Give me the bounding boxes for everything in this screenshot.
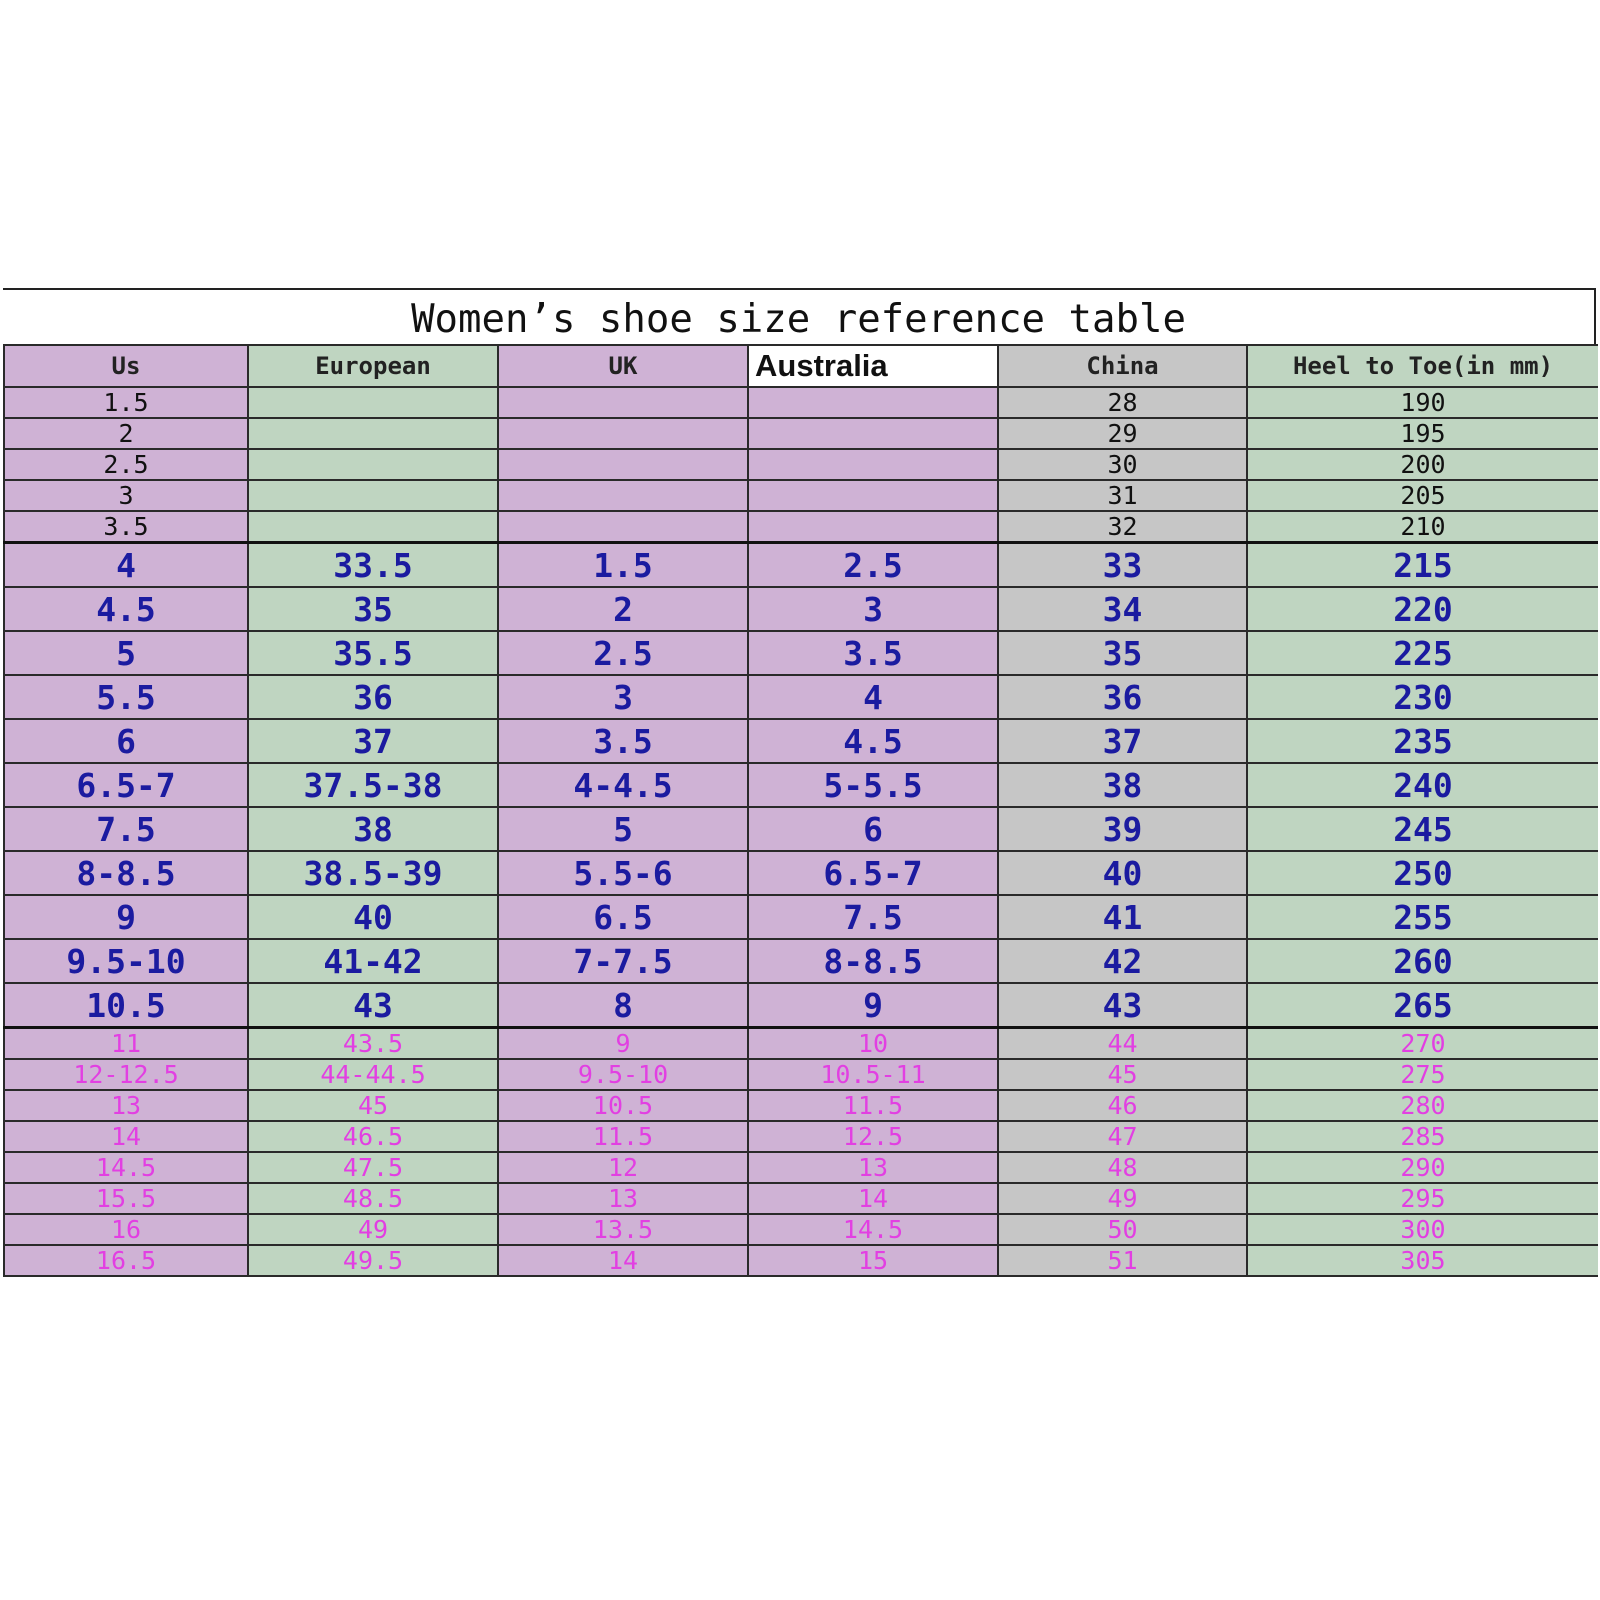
cell-china: 51	[998, 1245, 1247, 1276]
cell-china: 35	[998, 631, 1247, 675]
cell-china: 31	[998, 480, 1247, 511]
cell-us: 5.5	[4, 675, 248, 719]
header-uk: UK	[498, 345, 748, 387]
cell-european: 49	[248, 1214, 498, 1245]
cell-heel-to-toe: 225	[1247, 631, 1598, 675]
large-size-row	[4, 1090, 1598, 1121]
main-size-row	[4, 851, 1598, 895]
cell-uk: 7-7.5	[498, 939, 748, 983]
main-size-row	[4, 543, 1598, 588]
cell-european: 41-42	[248, 939, 498, 983]
cell-us: 8-8.5	[4, 851, 248, 895]
cell-china: 32	[998, 511, 1247, 543]
header-heel-to-toe: Heel to Toe(in mm)	[1247, 345, 1598, 387]
cell-uk: 9	[498, 1028, 748, 1060]
main-size-row	[4, 895, 1598, 939]
small-size-row	[4, 418, 1598, 449]
small-size-row	[4, 387, 1598, 418]
large-size-row	[4, 1028, 1598, 1060]
cell-european	[248, 480, 498, 511]
cell-china: 29	[998, 418, 1247, 449]
cell-us: 3	[4, 480, 248, 511]
cell-uk: 2	[498, 587, 748, 631]
cell-european: 46.5	[248, 1121, 498, 1152]
cell-us: 2.5	[4, 449, 248, 480]
cell-european: 43	[248, 983, 498, 1028]
cell-heel-to-toe: 300	[1247, 1214, 1598, 1245]
main-size-row	[4, 763, 1598, 807]
cell-european: 45	[248, 1090, 498, 1121]
cell-heel-to-toe: 260	[1247, 939, 1598, 983]
cell-european	[248, 449, 498, 480]
cell-australia: 13	[748, 1152, 998, 1183]
cell-china: 42	[998, 939, 1247, 983]
header-australia: Australia	[748, 345, 998, 387]
cell-china: 49	[998, 1183, 1247, 1214]
header-row	[4, 345, 1598, 387]
cell-european: 37	[248, 719, 498, 763]
cell-australia: 14.5	[748, 1214, 998, 1245]
cell-australia: 12.5	[748, 1121, 998, 1152]
cell-us: 14	[4, 1121, 248, 1152]
cell-european: 43.5	[248, 1028, 498, 1060]
cell-heel-to-toe: 210	[1247, 511, 1598, 543]
cell-uk: 6.5	[498, 895, 748, 939]
cell-australia: 3.5	[748, 631, 998, 675]
cell-heel-to-toe: 255	[1247, 895, 1598, 939]
cell-australia	[748, 511, 998, 543]
cell-uk	[498, 418, 748, 449]
cell-european: 44-44.5	[248, 1059, 498, 1090]
cell-australia	[748, 387, 998, 418]
cell-china: 43	[998, 983, 1247, 1028]
cell-uk	[498, 387, 748, 418]
cell-china: 28	[998, 387, 1247, 418]
cell-uk: 12	[498, 1152, 748, 1183]
cell-us: 16	[4, 1214, 248, 1245]
table-header	[4, 345, 1598, 387]
cell-european: 33.5	[248, 543, 498, 588]
cell-australia: 4.5	[748, 719, 998, 763]
cell-australia: 2.5	[748, 543, 998, 588]
cell-australia: 10	[748, 1028, 998, 1060]
cell-uk: 3.5	[498, 719, 748, 763]
main-size-row	[4, 807, 1598, 851]
cell-uk: 4-4.5	[498, 763, 748, 807]
cell-australia: 11.5	[748, 1090, 998, 1121]
cell-heel-to-toe: 235	[1247, 719, 1598, 763]
cell-china: 44	[998, 1028, 1247, 1060]
cell-heel-to-toe: 265	[1247, 983, 1598, 1028]
size-table-sheet	[3, 288, 1598, 1320]
cell-heel-to-toe: 295	[1247, 1183, 1598, 1214]
cell-us: 9	[4, 895, 248, 939]
cell-uk: 10.5	[498, 1090, 748, 1121]
cell-european: 49.5	[248, 1245, 498, 1276]
cell-heel-to-toe: 285	[1247, 1121, 1598, 1152]
table-title: Women’s shoe size reference table	[411, 297, 1186, 342]
cell-us: 5	[4, 631, 248, 675]
cell-uk: 1.5	[498, 543, 748, 588]
cell-australia: 4	[748, 675, 998, 719]
cell-us: 11	[4, 1028, 248, 1060]
cell-china: 30	[998, 449, 1247, 480]
size-table	[3, 344, 1598, 1277]
large-size-row	[4, 1214, 1598, 1245]
cell-uk: 9.5-10	[498, 1059, 748, 1090]
large-size-row	[4, 1121, 1598, 1152]
cell-us: 9.5-10	[4, 939, 248, 983]
header-european: European	[248, 345, 498, 387]
cell-australia: 7.5	[748, 895, 998, 939]
cell-us: 7.5	[4, 807, 248, 851]
cell-us: 6.5-7	[4, 763, 248, 807]
main-size-row	[4, 719, 1598, 763]
cell-heel-to-toe: 280	[1247, 1090, 1598, 1121]
cell-uk: 8	[498, 983, 748, 1028]
cell-heel-to-toe: 200	[1247, 449, 1598, 480]
cell-uk: 5.5-6	[498, 851, 748, 895]
cell-european: 35.5	[248, 631, 498, 675]
cell-australia	[748, 418, 998, 449]
cell-australia: 3	[748, 587, 998, 631]
cell-uk	[498, 449, 748, 480]
cell-heel-to-toe: 195	[1247, 418, 1598, 449]
table-title-row	[3, 288, 1596, 344]
cell-european: 35	[248, 587, 498, 631]
large-size-row	[4, 1059, 1598, 1090]
cell-heel-to-toe: 275	[1247, 1059, 1598, 1090]
cell-heel-to-toe: 250	[1247, 851, 1598, 895]
cell-european: 48.5	[248, 1183, 498, 1214]
cell-australia: 10.5-11	[748, 1059, 998, 1090]
cell-heel-to-toe: 245	[1247, 807, 1598, 851]
cell-australia: 14	[748, 1183, 998, 1214]
cell-china: 46	[998, 1090, 1247, 1121]
cell-australia: 8-8.5	[748, 939, 998, 983]
header-us: Us	[4, 345, 248, 387]
cell-china: 41	[998, 895, 1247, 939]
large-size-row	[4, 1152, 1598, 1183]
cell-european: 37.5-38	[248, 763, 498, 807]
cell-european: 47.5	[248, 1152, 498, 1183]
cell-us: 4	[4, 543, 248, 588]
cell-us: 14.5	[4, 1152, 248, 1183]
main-size-row	[4, 939, 1598, 983]
cell-china: 39	[998, 807, 1247, 851]
main-size-row	[4, 675, 1598, 719]
cell-uk: 13	[498, 1183, 748, 1214]
cell-uk: 2.5	[498, 631, 748, 675]
cell-european	[248, 511, 498, 543]
cell-heel-to-toe: 215	[1247, 543, 1598, 588]
cell-heel-to-toe: 190	[1247, 387, 1598, 418]
cell-us: 16.5	[4, 1245, 248, 1276]
cell-uk	[498, 480, 748, 511]
cell-australia: 6	[748, 807, 998, 851]
cell-heel-to-toe: 240	[1247, 763, 1598, 807]
cell-china: 45	[998, 1059, 1247, 1090]
cell-heel-to-toe: 270	[1247, 1028, 1598, 1060]
cell-uk: 11.5	[498, 1121, 748, 1152]
main-size-row	[4, 631, 1598, 675]
cell-china: 34	[998, 587, 1247, 631]
cell-china: 36	[998, 675, 1247, 719]
cell-european: 38	[248, 807, 498, 851]
cell-us: 13	[4, 1090, 248, 1121]
cell-uk: 14	[498, 1245, 748, 1276]
cell-heel-to-toe: 220	[1247, 587, 1598, 631]
cell-china: 37	[998, 719, 1247, 763]
cell-us: 12-12.5	[4, 1059, 248, 1090]
cell-us: 10.5	[4, 983, 248, 1028]
cell-australia: 9	[748, 983, 998, 1028]
cell-european: 40	[248, 895, 498, 939]
cell-australia: 6.5-7	[748, 851, 998, 895]
cell-european: 36	[248, 675, 498, 719]
cell-china: 47	[998, 1121, 1247, 1152]
cell-us: 1.5	[4, 387, 248, 418]
cell-china: 33	[998, 543, 1247, 588]
cell-heel-to-toe: 205	[1247, 480, 1598, 511]
cell-australia: 15	[748, 1245, 998, 1276]
large-size-row	[4, 1183, 1598, 1214]
cell-australia	[748, 480, 998, 511]
cell-european	[248, 418, 498, 449]
main-size-row	[4, 983, 1598, 1028]
cell-us: 4.5	[4, 587, 248, 631]
cell-us: 6	[4, 719, 248, 763]
cell-european	[248, 387, 498, 418]
cell-uk: 13.5	[498, 1214, 748, 1245]
small-size-row	[4, 480, 1598, 511]
table-body	[4, 387, 1598, 1276]
small-size-row	[4, 449, 1598, 480]
cell-us: 3.5	[4, 511, 248, 543]
cell-uk: 5	[498, 807, 748, 851]
large-size-row	[4, 1245, 1598, 1276]
small-size-row	[4, 511, 1598, 543]
cell-china: 50	[998, 1214, 1247, 1245]
cell-us: 15.5	[4, 1183, 248, 1214]
cell-heel-to-toe: 305	[1247, 1245, 1598, 1276]
header-china: China	[998, 345, 1247, 387]
cell-uk: 3	[498, 675, 748, 719]
cell-us: 2	[4, 418, 248, 449]
cell-australia: 5-5.5	[748, 763, 998, 807]
cell-china: 38	[998, 763, 1247, 807]
cell-european: 38.5-39	[248, 851, 498, 895]
cell-heel-to-toe: 290	[1247, 1152, 1598, 1183]
main-size-row	[4, 587, 1598, 631]
cell-uk	[498, 511, 748, 543]
cell-australia	[748, 449, 998, 480]
cell-china: 40	[998, 851, 1247, 895]
cell-heel-to-toe: 230	[1247, 675, 1598, 719]
cell-china: 48	[998, 1152, 1247, 1183]
